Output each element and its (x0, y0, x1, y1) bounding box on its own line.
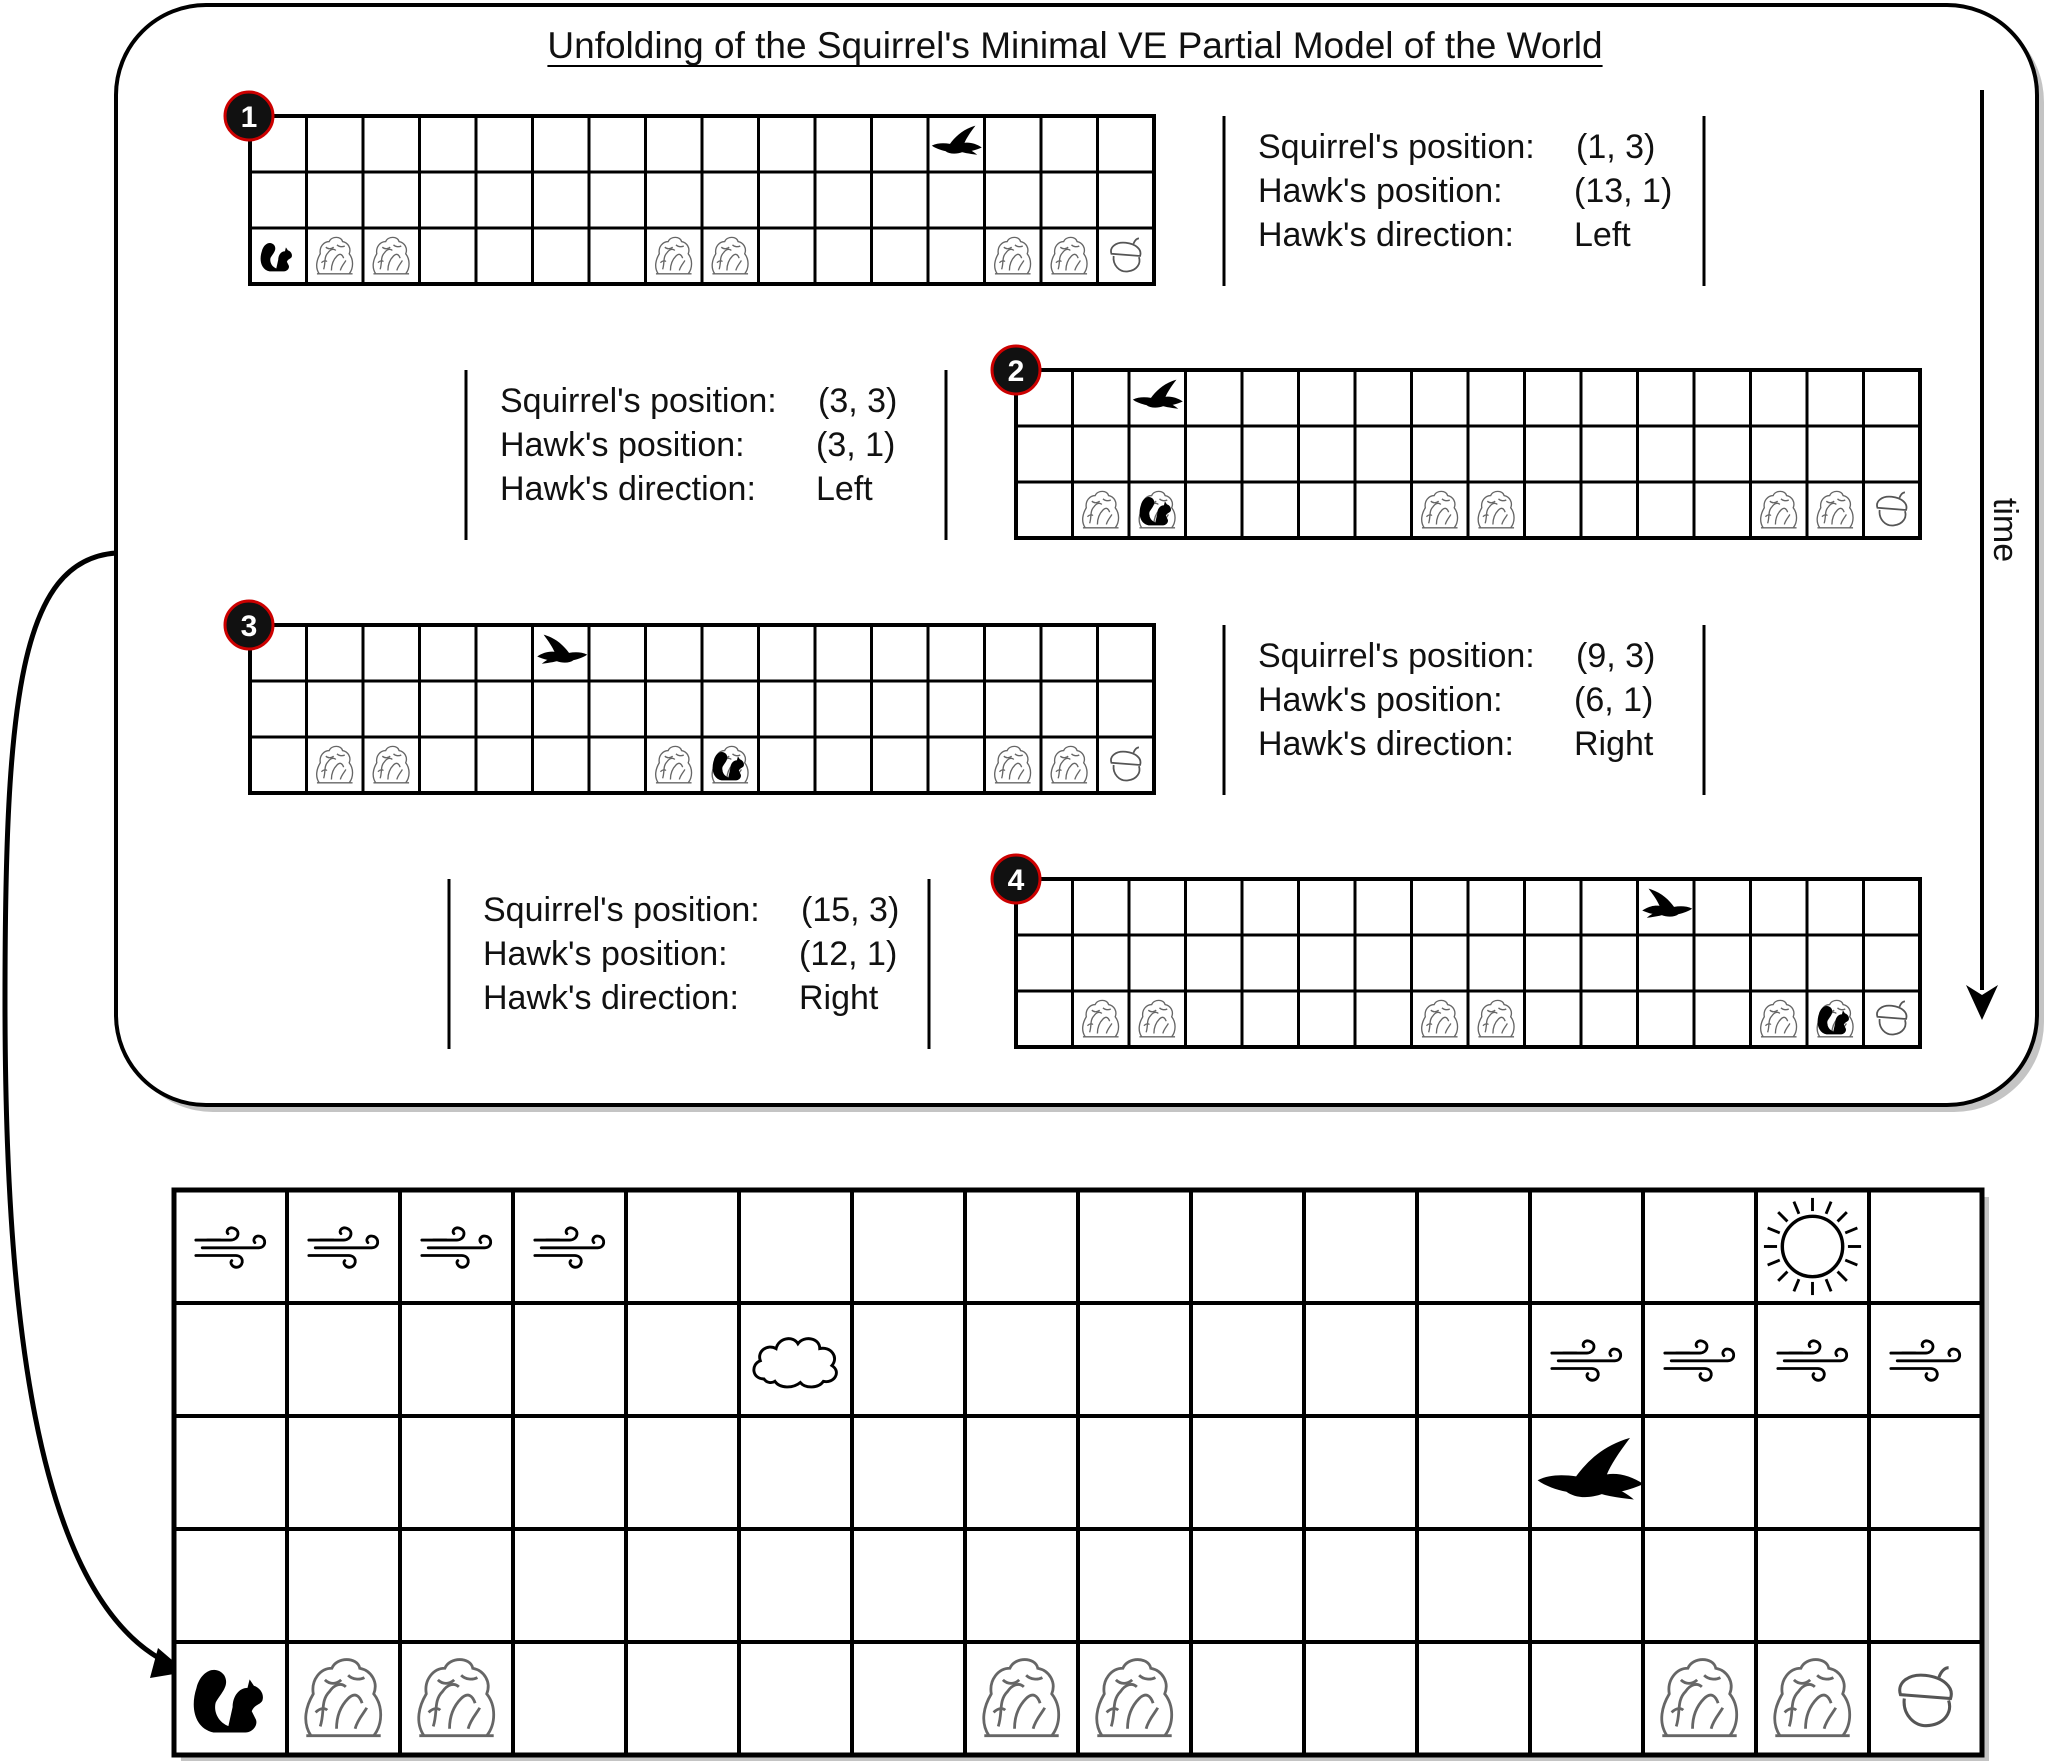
partial-grid (1016, 370, 1920, 538)
squirrel-position-value: (1, 3) (1576, 128, 1656, 166)
hawk-direction-label: Hawk's direction: (483, 979, 739, 1017)
step-number: 1 (240, 101, 258, 134)
hawk-position-label: Hawk's position: (1258, 172, 1503, 210)
diagram-title: Unfolding of the Squirrel's Minimal VE Partial Model of the World (547, 25, 1603, 66)
hawk-position-label: Hawk's position: (483, 935, 728, 973)
hawk-position-label: Hawk's position: (500, 426, 745, 464)
hawk-position-label: Hawk's position: (1258, 681, 1503, 719)
hawk-direction-value: Right (1574, 725, 1654, 763)
hawk-position-value: (12, 1) (799, 935, 898, 973)
squirrel-position-value: (3, 3) (818, 382, 898, 420)
partial-grid (250, 116, 1154, 284)
hawk-direction-value: Left (816, 470, 873, 508)
squirrel-position-value: (9, 3) (1576, 637, 1656, 675)
hawk-direction-label: Hawk's direction: (1258, 725, 1514, 763)
hawk-direction-label: Hawk's direction: (500, 470, 756, 508)
hawk-direction-value: Left (1574, 216, 1631, 254)
squirrel-position-label: Squirrel's position: (1258, 637, 1535, 675)
squirrel-position-label: Squirrel's position: (1258, 128, 1535, 166)
hawk-direction-value: Right (799, 979, 879, 1017)
step-number: 3 (240, 610, 258, 643)
squirrel-position-label: Squirrel's position: (500, 382, 777, 420)
squirrel-position-value: (15, 3) (801, 891, 900, 929)
hawk-position-value: (3, 1) (816, 426, 896, 464)
world-grid (174, 1190, 1989, 1761)
partial-grid (1016, 879, 1920, 1047)
step-number: 4 (1007, 864, 1025, 897)
hawk-position-value: (6, 1) (1574, 681, 1654, 719)
step-number: 2 (1007, 355, 1025, 388)
partial-grid (250, 625, 1154, 793)
hawk-position-value: (13, 1) (1574, 172, 1673, 210)
squirrel-position-label: Squirrel's position: (483, 891, 760, 929)
time-label: time (1986, 497, 2024, 563)
hawk-direction-label: Hawk's direction: (1258, 216, 1514, 254)
